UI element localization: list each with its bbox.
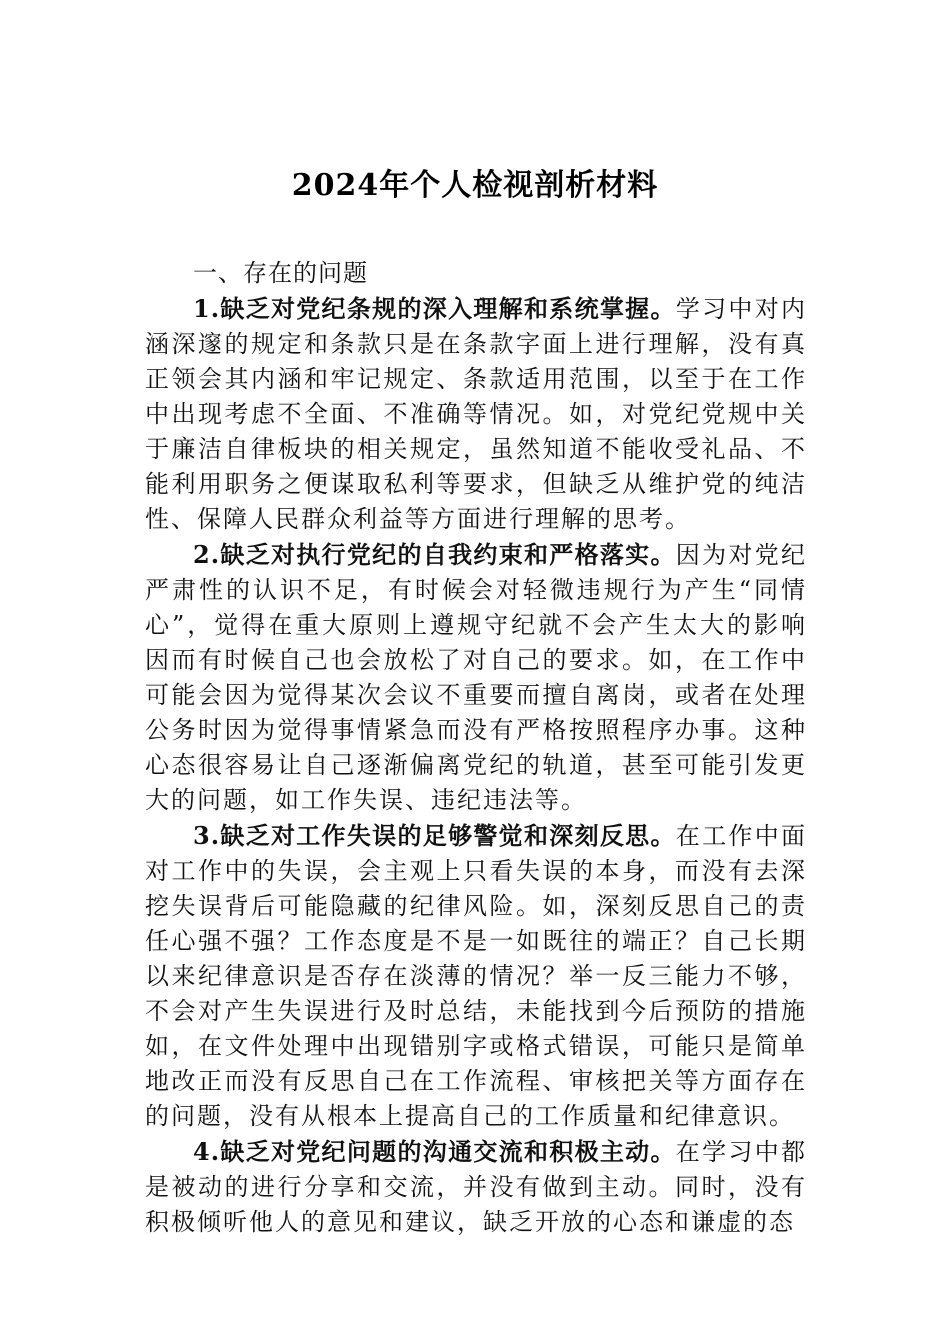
paragraph-lead: 2.缺乏对执行党纪的自我约束和严格落实。 <box>193 540 676 569</box>
paragraph-4 <box>145 1134 807 1240</box>
document-body <box>145 256 807 1240</box>
section-heading: 一、存在的问题 <box>193 259 368 287</box>
paragraph-lead: 1.缺乏对党纪条规的深入理解和系统掌握。 <box>193 294 676 323</box>
paragraph-lead: 3.缺乏对工作失误的足够警觉和深刻反思。 <box>193 821 676 850</box>
document-title: 2024年个人检视剖析材料 <box>291 168 659 203</box>
paragraph-lead: 4.缺乏对党纪问题的沟通交流和积极主动。 <box>193 1137 676 1166</box>
paragraph-2 <box>145 537 807 818</box>
paragraph-text: 在工作中面对工作中的失误，会主观上只看失误的本身，而没有去深挖失误背后可能隐藏的纪律风险。如，深刻反思自己的责任心强不强？工作态度是不是一如既往的端正？自己长期以来纪律意识是否存在淡薄的情况？举一反三能力不够，不会对产生失误进行及时总结，未能找到今后预防的措施如，在文件处理中出现错别字或格式错误，可能只是简单地改正而没有反思自己在工作流程、审核把关等方面存在的问题，没有从根本上提高自己的工作质量和纪律意识。 <box>145 822 808 1130</box>
paragraph-text: 在学习中都是被动的进行分享和交流，并没有做到主动。同时，没有积极倾听他人的意见和建议，缺乏开放的心态和谦虚的态 <box>145 1138 808 1236</box>
paragraph-3 <box>145 818 807 1134</box>
paragraph-1 <box>145 291 807 537</box>
paragraph-text: 学习中对内涵深邃的规定和条款只是在条款字面上进行理解，没有真正领会其内涵和牢记规定、条款适用范围，以至于在工作中出现考虑不全面、不准确等情况。如，对党纪党规中关于廉洁自律板块的相关规定，虽然知道不能收受礼品、不能利用职务之便谋取私利等要求，但缺乏从维护党的纯洁性、保障人民群众利益等方面进行理解的思考。 <box>145 295 808 533</box>
paragraph-text: 因为对党纪严肃性的认识不足，有时候会对轻微违规行为产生“同情心”，觉得在重大原则上遵规守纪就不会产生太大的影响因而有时候自己也会放松了对自己的要求。如，在工作中可能会因为觉得某次会议不重要而擅自离岗，或者在处理公务时因为觉得事情紧急而没有严格按照程序办事。这种心态很容易让自己逐渐偏离党纪的轨道，甚至可能引发更大的问题，如工作失误、违纪违法等。 <box>145 541 808 814</box>
